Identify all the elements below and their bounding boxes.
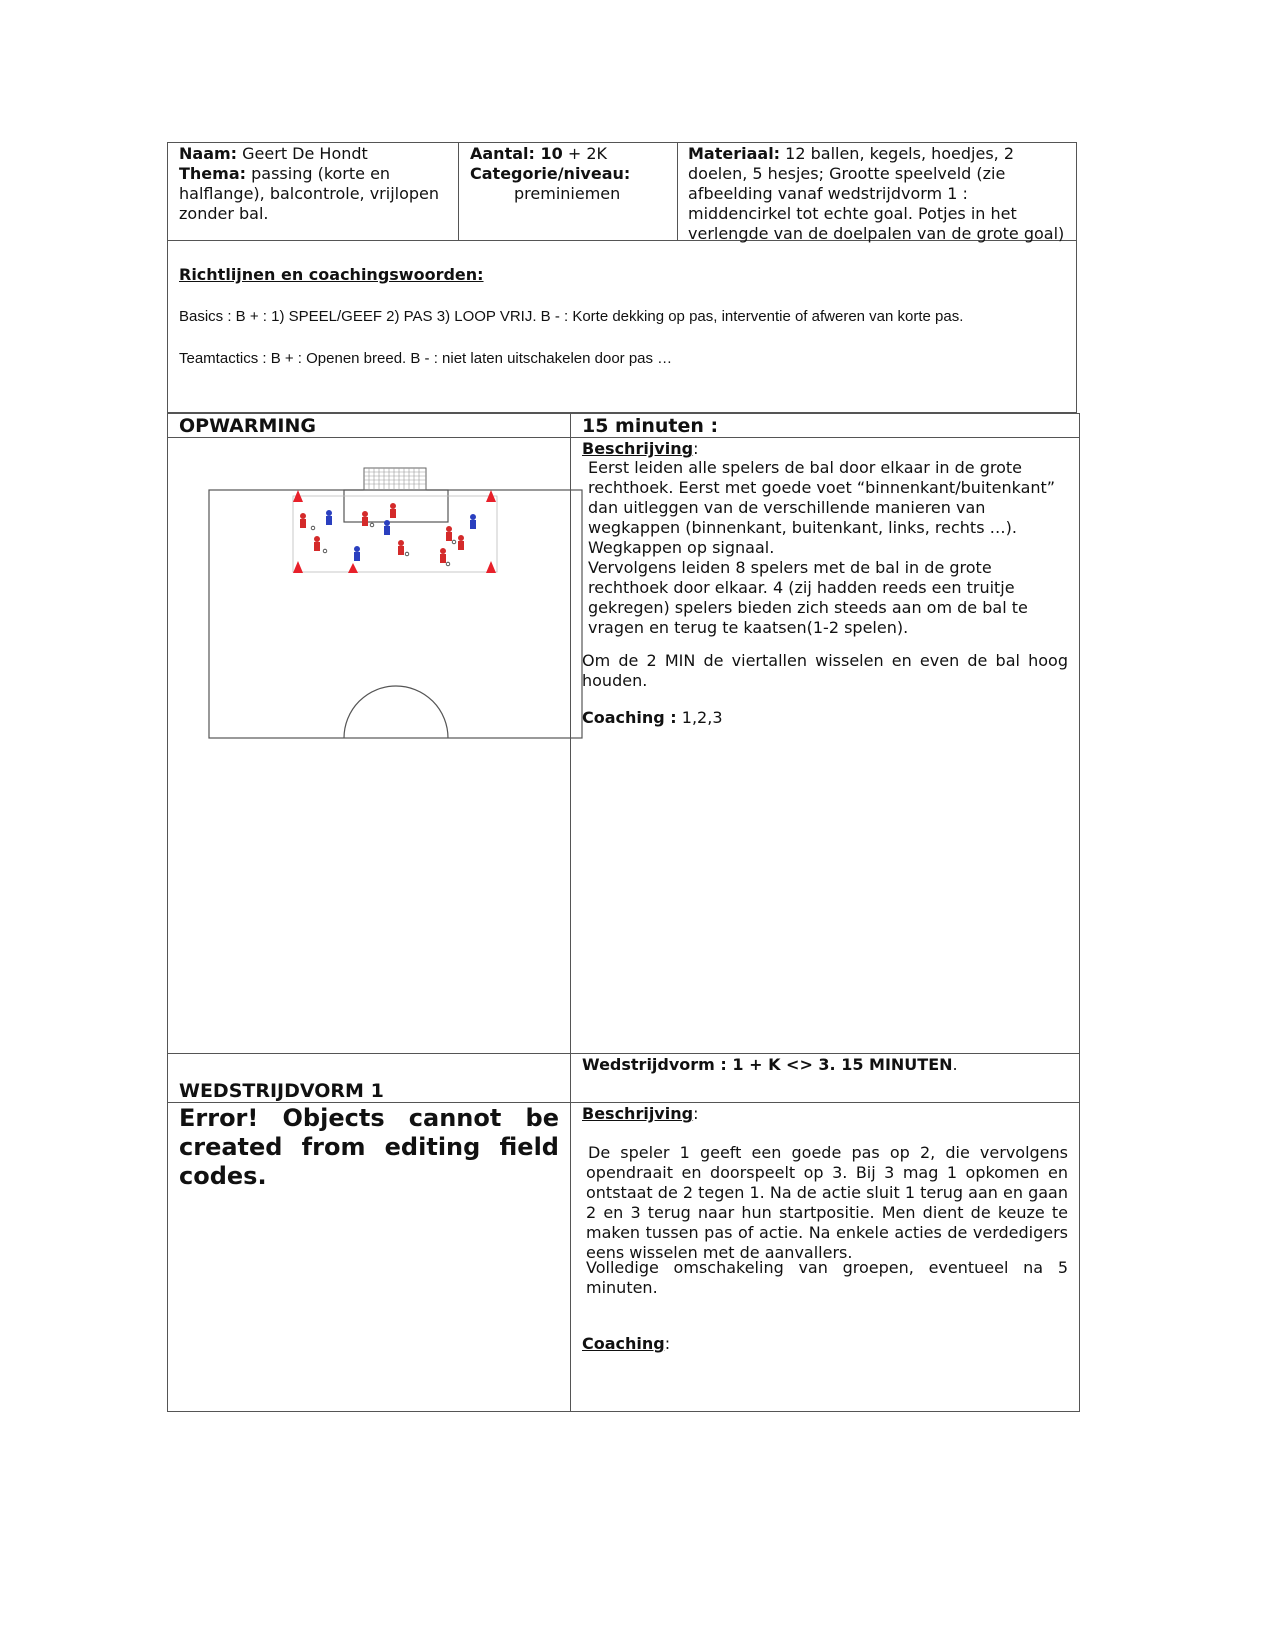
aantal-value: + 2K [562,144,607,163]
aantal-cell [470,144,670,204]
coaching-label: Coaching [582,1334,665,1353]
guidelines-title: Richtlijnen en coachingswoorden: [179,265,484,284]
center-circle [344,686,448,738]
categorie-value: preminiemen [514,184,621,203]
opwarming-description [588,458,1068,638]
opwarming-beschrijving [582,439,698,459]
description-line: rechthoek. Eerst met goede voet “binnenkant/buitenkant” [588,478,1056,497]
main-row-divider-1 [167,437,1080,438]
opwarming-coaching [582,708,723,728]
wedstrijdvorm-header-text: Wedstrijdvorm : 1 + K <> 3. 15 MINUTEN [582,1055,953,1074]
naam-value: Geert De Hondt [237,144,368,163]
materiaal-label: Materiaal: [688,144,781,163]
wedstrijdvorm-coaching [582,1334,670,1354]
beschrijving-colon: : [693,439,699,458]
thema-label: Thema: [179,164,247,183]
header-col-divider-2 [677,142,678,241]
main-row-divider-2 [167,1053,1080,1054]
opwarming-title: OPWARMING [179,415,316,437]
wedstrijdvorm-title: WEDSTRIJDVORM 1 [179,1080,384,1102]
coaching-colon: : [664,1334,671,1353]
field-boundary [209,490,582,738]
description-line: vragen en terug te kaatsen(1-2 spelen). [588,618,909,637]
categorie-label: Categorie/niveau: [470,164,631,183]
wedstrijdvorm-description2: Volledige omschakeling van groepen, eventueel na 5 minuten. [586,1258,1068,1297]
thema-value: passing (korte en halflange), balcontrole, vrijlopen zonder bal. [179,164,440,223]
aantal-label: Aantal: 10 [470,144,563,163]
main-row-divider-3 [167,1102,1080,1103]
beschrijving-colon: : [693,1104,699,1123]
ball-icon [311,523,456,566]
description-line: Vervolgens leiden 8 spelers met de bal in de grote [588,558,992,577]
field-diagram [205,462,585,744]
description-line: rechthoek door elkaar. 4 (zij hadden reeds een truitje [588,578,1015,597]
description-line: Wegkappen op signaal. [588,538,775,557]
naam-label: Naam: [179,144,238,163]
materiaal-value: 12 ballen, kegels, hoedjes, 2 doelen, 5 hesjes; Grootte speelveld (zie afbeelding vanaf wedstrijdvorm 1 : middencirkel tot echte goal. Potjes in het verlengde van de doelpalen van de grote goal) [688,144,1065,243]
beschrijving-label: Beschrijving [582,1104,694,1123]
guidelines-teamtactics: Teamtactics : B + : Openen breed. B - : niet laten uitschakelen door pas … [179,350,673,367]
goal-net-icon [364,468,426,490]
description-line: Eerst leiden alle spelers de bal door elkaar in de grote [588,458,1023,477]
opwarming-duration: 15 minuten : [582,415,719,437]
naam-thema-cell [179,144,449,224]
cone-icon [293,490,496,573]
description-line: gekregen) spelers bieden zich steeds aan om de bal te [588,598,1028,617]
coaching-label: Coaching : [582,708,677,727]
wedstrijdvorm-header-dot: . [952,1055,958,1074]
wedstrijdvorm-description: De speler 1 geeft een goede pas op 2, die vervolgens opendraait en doorspeelt op 3. Bij 3 mag 1 opkomen en ontstaat de 2 tegen 1. Na de actie sluit 1 terug aan en gaan 2 en 3 terug naar hun startpositie. Men dient de keuze te maken tussen pas of actie. Na enkele acties de verdedigers eens wisselen met de aanvallers. [586,1143,1068,1262]
opwarming-wissel: Om de 2 MIN de viertallen wisselen en even de bal hoog houden. [582,651,1068,690]
guidelines-basics: Basics : B + : 1) SPEEL/GEEF 2) PAS 3) LOOP VRIJ. B - : Korte dekking op pas, interventie of afweren van korte pas. [179,308,964,325]
beschrijving-label: Beschrijving [582,439,694,458]
wedstrijdvorm-beschrijving [582,1104,698,1124]
description-line: wegkappen (binnenkant, buitenkant, links, rechts …). [588,518,1017,537]
coaching-value: 1,2,3 [676,708,723,727]
wedstrijdvorm-header [582,1055,958,1075]
red-player-icon [300,503,464,563]
error-message: Error! Objects cannot be created from editing field codes. [179,1104,559,1190]
materiaal-cell [688,144,1070,244]
description-line: dan uitleggen van de verschillende manieren van [588,498,986,517]
header-col-divider-1 [458,142,459,241]
